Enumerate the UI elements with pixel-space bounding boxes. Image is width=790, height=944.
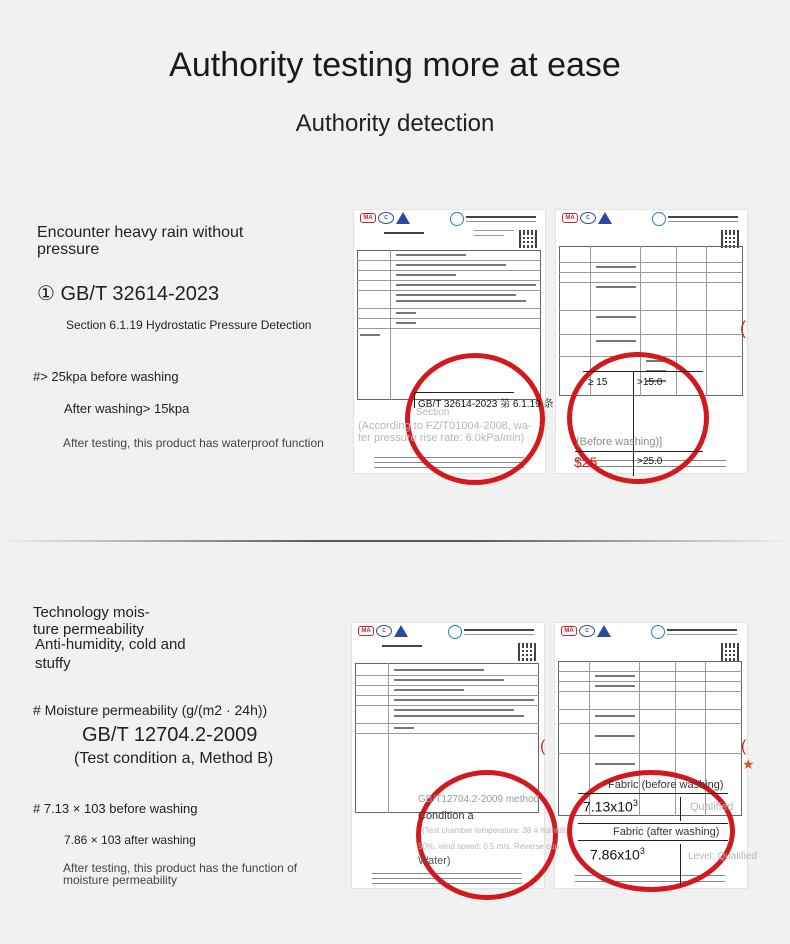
zoom-cell-requirement-2: $25	[574, 454, 598, 470]
zoom-value-before-washing: $7.13x10^3$	[583, 798, 638, 815]
zoom-condition-label: Condition a	[418, 810, 474, 822]
section2-heading-line1: Technology mois-	[33, 604, 150, 621]
qr-code-icon	[721, 643, 739, 661]
section2-heading-line4: stuffy	[35, 655, 71, 672]
cma-logo-icon: MA	[358, 626, 374, 636]
section1-standard: ① GB/T 32614-2023	[37, 283, 220, 305]
page-title: Authority testing more at ease	[169, 46, 621, 84]
zoom-method-line2: ter pressure rise rate: 6.0kPa/min)	[358, 432, 525, 444]
seal-mark-icon: (	[741, 738, 747, 755]
lab-logo-icon	[450, 212, 464, 226]
zoom-circle-hydrostatic	[405, 353, 545, 485]
section2-conclusion-line2: moisture permeability	[63, 873, 178, 887]
section2-standard: GB/T 12704.2-2009	[82, 724, 258, 746]
zoom-cell-result-before: >15.0	[637, 377, 663, 388]
zoom-label-before-washing: Fabric (before washing)	[608, 779, 724, 791]
ilac-logo-icon	[597, 625, 611, 637]
zoom-condition-detail-2: 50%, wind speed: 0.5 m/s. Reverse cup	[418, 842, 559, 851]
section-divider	[0, 540, 790, 542]
zoom-section-label: Section	[416, 407, 450, 418]
lab-logo-icon	[448, 625, 462, 639]
ilac-logo-icon	[394, 625, 408, 637]
zoom-condition-detail-1: (Test chamber temperature: 38 # humidity	[422, 826, 571, 835]
zoom-method-title: GB/T12704.2-2009 method	[418, 794, 540, 805]
section2-conclusion-line1: After testing, this product has the function of	[63, 861, 298, 875]
section2-after-washing: 7.86 × 103 after washing	[64, 833, 196, 847]
lab-logo-icon	[651, 625, 665, 639]
section2-heading-line3: Anti-humidity, cold and	[35, 636, 186, 653]
section2-metric: # Moisture permeability (g/(m2 · 24h))	[33, 702, 268, 718]
qr-code-icon	[518, 643, 536, 661]
cnas-logo-icon: C	[580, 212, 596, 224]
section1-after-washing: After washing> 15kpa	[64, 401, 190, 416]
section2-heading-line2: ture permeability	[33, 621, 144, 638]
cnas-logo-icon: C	[378, 212, 394, 224]
zoom-cell-requirement: ≥ 15	[588, 377, 608, 388]
section2-method: (Test condition a, Method B)	[74, 750, 274, 767]
zoom-qualified-label: Qualified	[690, 801, 734, 813]
zoom-circle-test-method	[416, 770, 558, 900]
section1-heading-line2: pressure	[37, 241, 100, 258]
lab-logo-icon	[652, 212, 666, 226]
zoom-standard-line: GB/T 32614-2023 第 6.1.19 条	[418, 399, 554, 410]
cnas-logo-icon: C	[579, 625, 595, 637]
zoom-cell-result-after: >25.0	[637, 456, 663, 467]
cma-logo-icon: MA	[360, 213, 376, 223]
seal-mark-icon: (	[540, 738, 546, 755]
ilac-logo-icon	[598, 212, 612, 224]
zoom-value-after-washing: $7.86x10^3$	[590, 846, 645, 863]
star-stamp-icon: ★	[742, 756, 755, 772]
zoom-condition-detail-3: Water)	[418, 855, 451, 867]
cma-logo-icon: MA	[562, 213, 578, 223]
section1-section-note: Section 6.1.19 Hydrostatic Pressure Detection	[66, 318, 312, 332]
section1-heading-line1: Encounter heavy rain without	[37, 224, 244, 241]
seal-mark-icon: (	[740, 318, 746, 338]
page-subtitle: Authority detection	[295, 110, 495, 137]
zoom-before-washing-label: (Before washing)]	[576, 436, 663, 448]
zoom-method-line1: (According to FZ/T01004-2008, wa-	[358, 420, 532, 432]
ilac-logo-icon	[396, 212, 410, 224]
qr-code-icon	[519, 230, 537, 248]
section2-before-washing: # 7.13 × 103 before washing	[33, 801, 198, 816]
zoom-level-label: Level: Qualified	[688, 851, 757, 862]
cnas-logo-icon: C	[376, 625, 392, 637]
section1-conclusion: After testing, this product has waterproof function	[63, 436, 324, 450]
cma-logo-icon: MA	[561, 626, 577, 636]
section1-before-washing: #> 25kpa before washing	[33, 369, 179, 384]
zoom-label-after-washing: Fabric (after washing)	[613, 826, 720, 838]
